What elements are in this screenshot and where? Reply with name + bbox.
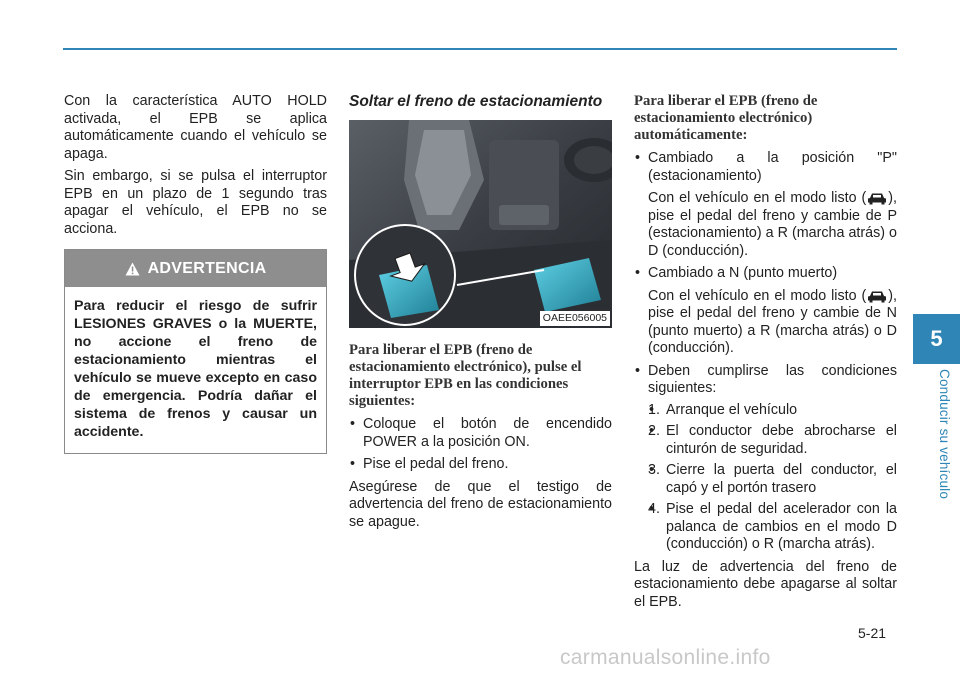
numbered-list xyxy=(648,402,897,554)
numbered-item xyxy=(648,423,897,458)
list-item xyxy=(634,150,897,260)
header-rule xyxy=(63,48,897,50)
list-item xyxy=(634,363,897,554)
warning-title: ADVERTENCIA xyxy=(147,259,267,277)
detail-text-end: ), pise el pedal del freno y cambie de N (punto muerto) a R (marcha atrás) o D (conducción). xyxy=(648,287,897,356)
detail-text-start: Con el vehículo en el modo listo ( xyxy=(648,190,867,206)
bullet-list xyxy=(349,416,612,474)
car-ready-icon xyxy=(867,290,887,303)
list-item xyxy=(634,265,897,358)
paragraph: Sin embargo, si se pulsa el interruptor EPB en un plazo de 1 segundo tras apagar el vehículo, el EPB no se acciona. xyxy=(64,168,327,237)
subheading: Para liberar el EPB (freno de estacionamiento electrónico), pulse el interruptor EPB en las condiciones siguientes: xyxy=(349,342,582,409)
warning-body xyxy=(65,287,326,453)
item-number: • 4. xyxy=(648,501,660,517)
numbered-item xyxy=(648,402,897,420)
numbered-item xyxy=(648,462,897,497)
image-code: OAEE056005 xyxy=(540,311,610,326)
warning-text: Para reducir el riesgo de sufrir LESIONES GRAVES o la MUERTE, no accione el freno de estacionamiento mientras el vehículo se mueve excepto en caso de emergencia. Podría dañar el sistema de frenos y causar un accidente. xyxy=(74,298,317,440)
list-item-text: Cambiado a N (punto muerto) xyxy=(648,265,838,281)
numbered-item xyxy=(648,501,897,554)
item-text: Pise el pedal del acelerador con la palanca de cambios en el modo D (conducción) o R (marcha atrás). xyxy=(666,501,897,552)
console-illustration xyxy=(349,120,612,328)
list-item: • Pise el pedal del freno. xyxy=(349,456,612,474)
section-heading: Soltar el freno de estacionamiento xyxy=(349,93,603,110)
epb-switch-photo xyxy=(349,120,612,328)
bullet-list xyxy=(634,150,897,554)
paragraph: La luz de advertencia del freno de estacionamiento debe apagarse al soltar el EPB. xyxy=(634,558,897,610)
column-1 xyxy=(64,93,327,454)
car-ready-icon xyxy=(867,192,887,205)
chapter-number-tab xyxy=(913,314,960,364)
section-heading: Para liberar el EPB (freno de estacionamiento electrónico) automáticamente: xyxy=(634,93,818,143)
item-text: Arranque el vehículo xyxy=(666,401,798,418)
chapter-number: 5 xyxy=(930,326,943,351)
warning-triangle-icon xyxy=(125,262,140,276)
paragraph: Asegúrese de que el testigo de advertencia del freno de estacionamiento se apague. xyxy=(349,478,612,530)
item-text: El conductor debe abrocharse el cinturón de seguridad. xyxy=(666,423,897,457)
list-item-text: Deben cumplirse las condiciones siguientes: xyxy=(648,362,897,396)
list-item-detail xyxy=(648,288,897,358)
list-item: • Coloque el botón de encendido POWER a la posición ON. xyxy=(349,416,612,451)
warning-box xyxy=(64,249,327,454)
detail-text-end: ), pise el pedal del freno y cambie de P (estacionamiento) a R (marcha atrás) o D (conducción). xyxy=(648,190,897,259)
warning-header xyxy=(65,250,326,287)
page-number: 5-21 xyxy=(858,625,887,641)
item-number: • 2. xyxy=(648,423,660,439)
list-item-text: Cambiado a la posición "P" (estacionamiento) xyxy=(648,150,897,184)
column-3 xyxy=(634,93,897,616)
chapter-title: Conducir su vehículo xyxy=(937,369,952,500)
item-text: Cierre la puerta del conductor, el capó y el portón trasero xyxy=(666,462,897,496)
list-item-detail xyxy=(648,190,897,260)
detail-text-start: Con el vehículo en el modo listo ( xyxy=(648,287,867,304)
item-number: • 1. xyxy=(648,401,660,418)
watermark: carmanualsonline.info xyxy=(560,646,771,669)
column-2 xyxy=(349,93,612,536)
item-number: • 3. xyxy=(648,462,660,478)
paragraph: Con la característica AUTO HOLD activada, el EPB se aplica automáticamente cuando el vehículo se apaga. xyxy=(64,93,327,162)
